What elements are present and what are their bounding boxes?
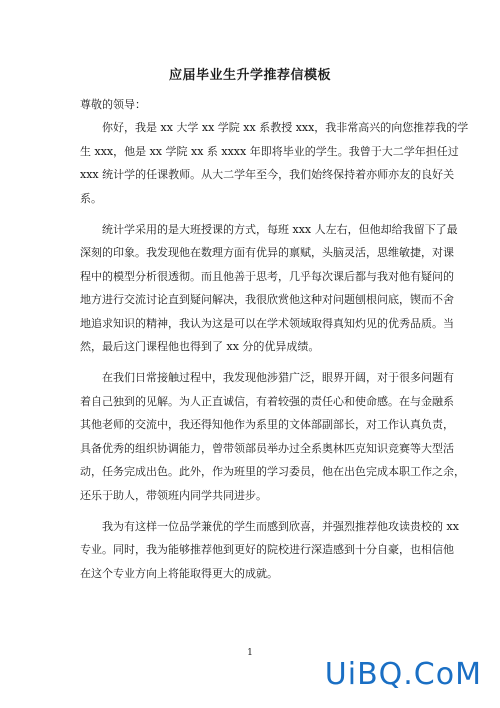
paragraph-line: 在这个专业方向上将能取得更大的成就。 [80,566,278,580]
paragraph-line: 地方进行交流讨论直到疑问解决，我很欣赏他这种对问题刨根问底，锲而不舍 [80,293,454,307]
page-number: 1 [247,648,253,658]
paragraph-line: 其他老师的交流中，我还得知他作为系里的文体部副部长，对工作认真负责， [80,418,454,432]
paragraph-line: 在我们日常接触过程中，我发现他涉猎广泛，眼界开阔，对于很多问题有 [102,371,454,385]
paragraph-line: 具备优秀的组织协调能力，曾带领部员举办过全系奥林匹克知识竞赛等大型活 [80,441,454,455]
paragraph-line: 系。 [80,191,102,205]
paragraph-line: 专业。同时，我为能够推荐他到更好的院校进行深造感到十分自豪，也相信他 [80,543,454,557]
paragraph-line: 深刻的印象。我发现他在数理方面有优异的禀赋，头脑灵活，思维敏捷，对课 [80,246,454,260]
paragraph-line: 地追求知识的精神，我认为这是可以在学术领域取得真知灼见的优秀品质。当 [80,316,454,330]
paragraph-4 [80,515,459,585]
paragraph-line: 我为有这样一位品学兼优的学生而感到欣喜，并强烈推荐他攻读贵校的 xx [102,519,459,533]
letter-body [80,93,469,585]
paragraph-line: 动，任务完成出色。此外，作为班里的学习委员，他在出色完成本职工作之余， [80,465,465,479]
paragraph-line: xxx 统计学的任课教师。从大二学年至今，我们始终保持着亦师亦友的良好关 [80,168,455,182]
paragraph-line: 程中的模型分析很透彻。而且他善于思考，几乎每次课后都与我对他有疑问的 [80,269,454,283]
document-title: 应届毕业生升学推荐信模板 [168,68,331,83]
paragraph-line: 统计学采用的是大班授课的方式，每班 xxx 人左右，但他却给我留下了最 [102,223,458,237]
paragraph-line: 你好，我是 xx 大学 xx 学院 xx 系教授 xxx，我非常高兴的向您推荐我的学 [102,121,469,135]
paragraph-line: 然，最后这门课程他也得到了 xx 分的优异成绩。 [80,340,320,354]
paragraph-1 [80,116,469,210]
paragraph-2 [80,218,458,358]
paragraph-line: 生 xxx，他是 xx 学院 xx 系 xxxx 年即将毕业的学生。我曾于大二学年担任过 [80,144,459,158]
paragraph-3 [80,366,465,506]
letter-greeting: 尊敬的领导： [80,98,146,111]
paragraph-line: 着自己独到的见解。为人正直诚信，有着较强的责任心和使命感。在与金融系 [80,394,454,408]
watermark-logo: UiBQ.CoM [324,657,482,692]
paragraph-line: 还乐于助人，带领班内同学共同进步。 [80,488,267,502]
